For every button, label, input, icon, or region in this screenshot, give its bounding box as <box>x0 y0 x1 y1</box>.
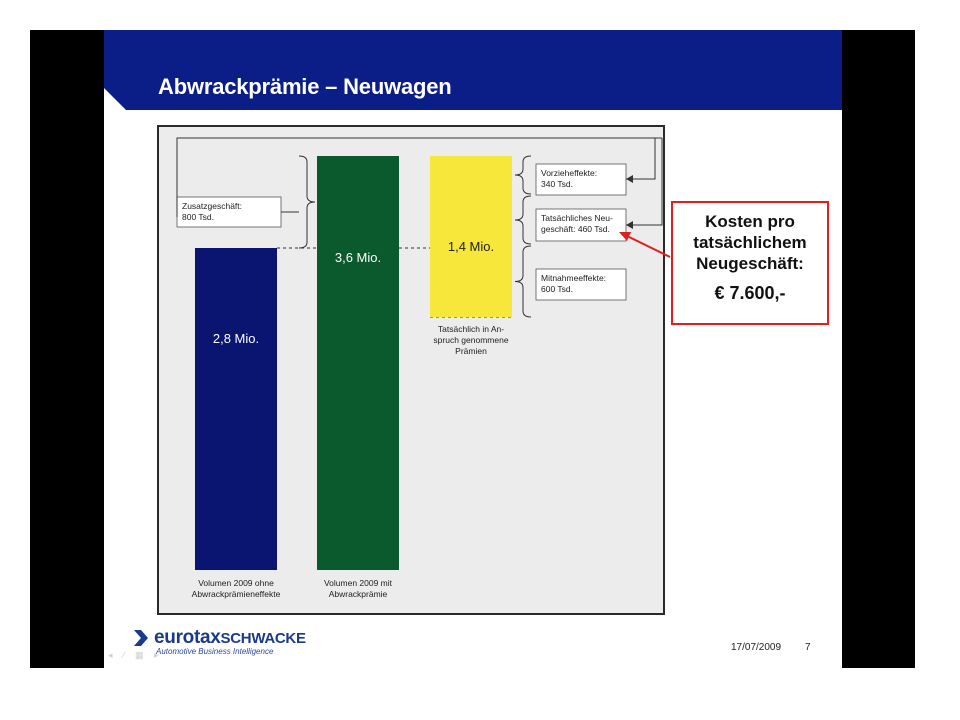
slide <box>104 30 842 668</box>
logo-brand-bold: SCHWACKE <box>220 630 306 647</box>
footer-date: 17/07/2009 <box>731 642 782 653</box>
annotation-text-vorzieh-2: 340 Tsd. <box>541 179 573 189</box>
chart <box>159 127 663 613</box>
category-label-3-1: Tatsächlich in An- <box>437 324 505 334</box>
cost-line-3: Neugeschäft: <box>696 254 804 273</box>
cost-value: € 7.600,- <box>714 283 786 303</box>
category-label-3-3: Prämien <box>455 346 487 356</box>
annotation-text-zusatz-1: Zusatzgeschäft: <box>182 201 243 211</box>
logo-brand: eurotax <box>154 627 221 648</box>
category-label-1-2: Abwrackprämieneffekte <box>191 589 281 599</box>
category-label-1-1: Volumen 2009 ohne <box>198 578 274 588</box>
vorzieh-arrowhead <box>626 175 633 183</box>
page-number: 7 <box>805 642 811 653</box>
bar-volume-mit <box>317 156 399 570</box>
category-label-2-1: Volumen 2009 mit <box>323 578 393 588</box>
bar-value-label-3: 1,4 Mio. <box>447 239 495 254</box>
bar-value-label-2: 3,6 Mio. <box>334 250 382 265</box>
category-label-2-2: Abwrackprämie <box>328 589 388 599</box>
brace-vorzieh <box>515 156 531 194</box>
logo-chevron-icon <box>134 630 152 646</box>
annotation-text-vorzieh-1: Vorzieheffekte: <box>541 168 598 178</box>
eurotax-logo <box>134 627 364 657</box>
left-frame-bar <box>30 30 104 668</box>
logo-tagline: Automotive Business Intelligence <box>156 647 274 656</box>
bar-value-label-1: 2,8 Mio. <box>212 331 260 346</box>
annotation-text-mitnahme-1: Mitnahmeeffekte: <box>541 273 607 283</box>
brace-zusatz <box>299 156 315 248</box>
annotation-text-zusatz-2: 800 Tsd. <box>182 212 214 222</box>
chart-panel <box>157 125 665 615</box>
bar-volume-ohne <box>195 248 277 570</box>
slide-title: Abwrackprämie – Neuwagen <box>158 74 452 99</box>
bar-praemien <box>430 156 512 317</box>
right-frame-bar <box>842 30 915 668</box>
annotation-text-mitnahme-2: 600 Tsd. <box>541 284 573 294</box>
brace-mitnahme <box>515 246 531 317</box>
category-label-3-2: spruch genommene <box>433 335 509 345</box>
annotation-text-neu-2: geschäft: 460 Tsd. <box>541 224 610 234</box>
slideshow-nav-icons[interactable]: ◂ ⁄ ▦ ▸ <box>108 650 163 660</box>
cost-line-1: Kosten pro <box>705 212 795 231</box>
cost-callout-box <box>671 201 829 325</box>
annotation-text-neu-1: Tatsächliches Neu- <box>541 213 613 223</box>
cost-line-2: tatsächlichem <box>693 233 807 252</box>
neu-arrowhead <box>626 221 633 229</box>
brace-neu <box>515 196 531 244</box>
